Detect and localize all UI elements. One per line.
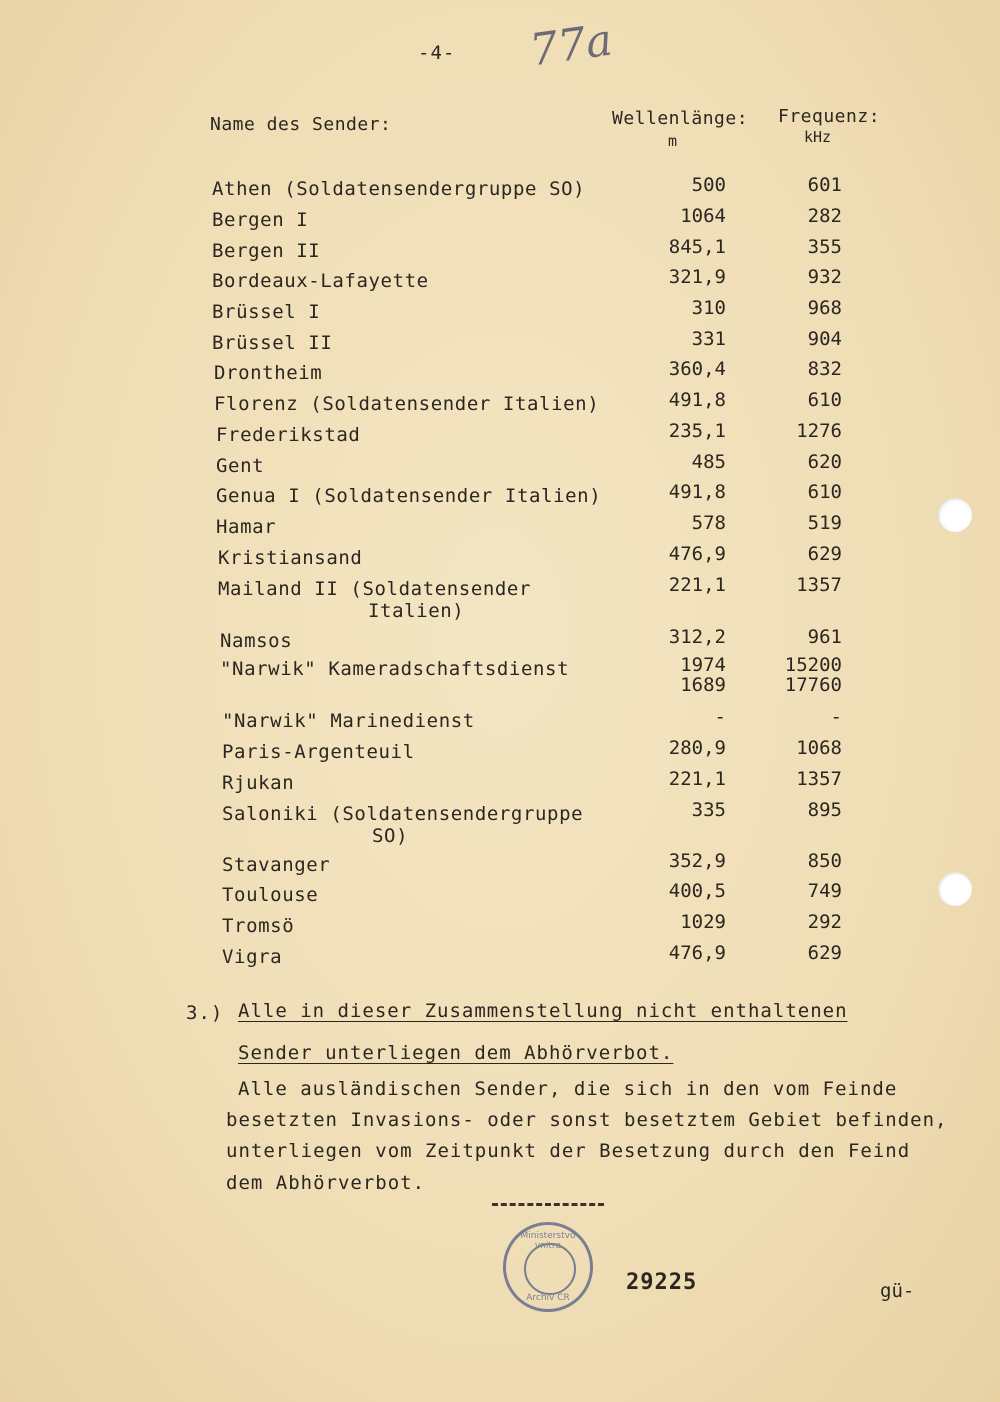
wavelength-value: 335 — [691, 799, 726, 821]
section-3-line-2: Sender unterliegen dem Abhörverbot. — [238, 1042, 674, 1064]
wavelength-value: 352,9 — [668, 850, 726, 872]
section-3-paragraph-line-2: besetzten Invasions- oder sonst besetztem Gebiet befinden, — [226, 1109, 948, 1131]
station-name-line-1: Stavanger — [222, 854, 331, 876]
station-name-line-1: Florenz (Soldatensender Italien) — [214, 393, 600, 415]
frequency-value: 629 — [807, 942, 842, 964]
wavelength-value: 476,9 — [668, 543, 726, 565]
station-name-line-1: Rjukan — [222, 772, 295, 794]
footer-number: 29225 — [626, 1270, 698, 1295]
frequency-value: 629 — [807, 543, 842, 565]
wavelength-value-secondary: 1689 — [680, 674, 726, 696]
separator-dashes — [492, 1203, 604, 1206]
station-name-line-1: "Narwik" Kameradschaftsdienst — [220, 658, 570, 680]
frequency-value: 355 — [807, 236, 842, 258]
frequency-value: 850 — [807, 850, 842, 872]
station-name — [212, 178, 585, 200]
section-3-paragraph-line-4: dem Abhörverbot. — [226, 1172, 426, 1194]
section-3-paragraph-line-1: Alle ausländischen Sender, die sich in den vom Feinde — [238, 1078, 898, 1100]
station-name-line-1: Vigra — [222, 946, 283, 968]
station-name-line-1: Bordeaux-Lafayette — [212, 270, 429, 292]
typist-initials: gü- — [880, 1280, 915, 1302]
station-name-line-1: Bergen II — [212, 240, 321, 262]
station-name-line-1: Toulouse — [222, 884, 319, 906]
stamp-emblem-icon — [524, 1243, 576, 1295]
archive-stamp — [503, 1222, 593, 1312]
station-name — [220, 630, 292, 652]
frequency-value: 282 — [807, 205, 842, 227]
wavelength-value: 310 — [691, 297, 726, 319]
frequency-value: 601 — [807, 174, 842, 196]
station-name — [222, 915, 294, 937]
frequency-value: 292 — [807, 911, 842, 933]
handwritten-archive-number: 77a — [526, 14, 616, 77]
station-name — [212, 240, 320, 262]
header-name-column: Name des Sender: — [210, 114, 392, 135]
station-name-line-1: Brüssel I — [212, 301, 321, 323]
wavelength-value: 221,1 — [668, 768, 726, 790]
station-name — [214, 362, 322, 384]
wavelength-value: 1029 — [680, 911, 726, 933]
stamp-text-top: Ministerstvo vnitra — [520, 1231, 576, 1251]
station-name-line-1: Paris-Argenteuil — [222, 741, 415, 763]
station-name — [212, 332, 332, 354]
station-name — [212, 209, 308, 231]
wavelength-value: 331 — [691, 328, 726, 350]
station-name — [222, 741, 415, 763]
station-name-line-1: Bergen I — [212, 209, 309, 231]
station-name-line-1: Drontheim — [214, 362, 323, 384]
wavelength-value: 280,9 — [668, 737, 726, 759]
station-name-line-1: Frederikstad — [216, 424, 361, 446]
frequency-value: 1068 — [796, 737, 842, 759]
header-wave-unit: m — [668, 132, 678, 150]
frequency-value-secondary: 17760 — [784, 674, 842, 696]
page-number: -4- — [418, 42, 456, 64]
frequency-value: 749 — [807, 880, 842, 902]
station-name-line-1: Saloniki (Soldatensendergruppe — [222, 803, 584, 825]
frequency-value: 961 — [807, 626, 842, 648]
header-wave-column: Wellenlänge: — [612, 108, 749, 129]
header-freq-unit: kHz — [804, 128, 832, 146]
wavelength-value: 1064 — [680, 205, 726, 227]
wavelength-value: 500 — [691, 174, 726, 196]
station-name — [222, 854, 330, 876]
section-3-line-1: Alle in dieser Zusammenstellung nicht enthaltenen — [238, 1000, 848, 1022]
station-name-line-1: Hamar — [216, 516, 277, 538]
station-name — [216, 516, 276, 538]
frequency-value: 519 — [807, 512, 842, 534]
station-name-line-1: "Narwik" Marinedienst — [222, 710, 475, 732]
frequency-value: 932 — [807, 266, 842, 288]
station-name — [216, 485, 601, 507]
station-name-line-1: Gent — [216, 455, 265, 477]
station-name-line-1: Athen (Soldatensendergruppe SO) — [212, 178, 586, 200]
wavelength-value: 578 — [691, 512, 726, 534]
frequency-value: 620 — [807, 451, 842, 473]
station-name — [212, 270, 429, 292]
frequency-value: 1276 — [796, 420, 842, 442]
section-3-paragraph-line-3: unterliegen vom Zeitpunkt der Besetzung durch den Feind — [226, 1140, 911, 1162]
station-name — [222, 946, 282, 968]
wavelength-value: 221,1 — [668, 574, 726, 596]
wavelength-value: 845,1 — [668, 236, 726, 258]
frequency-value: 1357 — [796, 574, 842, 596]
station-name — [222, 772, 294, 794]
stamp-text-bottom: Archiv ČR — [526, 1293, 570, 1303]
section-3-number: 3.) — [186, 1002, 224, 1024]
header-freq-column: Frequenz: — [778, 106, 881, 127]
frequency-value: 832 — [807, 358, 842, 380]
wavelength-value: 360,4 — [668, 358, 726, 380]
punch-hole-bottom — [938, 872, 972, 906]
station-name — [214, 393, 599, 415]
station-name-line-2: Italien) — [368, 600, 465, 622]
wavelength-value: 1974 — [680, 654, 726, 676]
station-name-line-1: Kristiansand — [218, 547, 363, 569]
frequency-value: 610 — [807, 389, 842, 411]
wavelength-value: 491,8 — [668, 389, 726, 411]
wavelength-value: 235,1 — [668, 420, 726, 442]
station-name — [222, 884, 318, 906]
wavelength-value: 476,9 — [668, 942, 726, 964]
station-name — [216, 424, 360, 446]
station-name — [222, 803, 583, 847]
station-name-line-2: SO) — [372, 825, 409, 847]
wavelength-value: 321,9 — [668, 266, 726, 288]
frequency-value: 610 — [807, 481, 842, 503]
wavelength-value: 400,5 — [668, 880, 726, 902]
station-name-line-1: Genua I (Soldatensender Italien) — [216, 485, 602, 507]
station-name-line-1: Brüssel II — [212, 332, 333, 354]
station-name-line-1: Namsos — [220, 630, 293, 652]
station-name — [220, 658, 569, 680]
station-name — [216, 455, 264, 477]
station-name — [212, 301, 320, 323]
wavelength-value: - — [714, 706, 726, 728]
frequency-value: 1357 — [796, 768, 842, 790]
wavelength-value: 491,8 — [668, 481, 726, 503]
frequency-value: 904 — [807, 328, 842, 350]
frequency-value: - — [830, 706, 842, 728]
station-name-line-1: Tromsö — [222, 915, 295, 937]
station-name — [218, 547, 362, 569]
station-name-line-1: Mailand II (Soldatensender — [218, 578, 532, 600]
frequency-value: 15200 — [784, 654, 842, 676]
station-name — [218, 578, 531, 622]
punch-hole-top — [938, 498, 972, 532]
frequency-value: 895 — [807, 799, 842, 821]
wavelength-value: 312,2 — [668, 626, 726, 648]
wavelength-value: 485 — [691, 451, 726, 473]
frequency-value: 968 — [807, 297, 842, 319]
station-name — [222, 710, 475, 732]
